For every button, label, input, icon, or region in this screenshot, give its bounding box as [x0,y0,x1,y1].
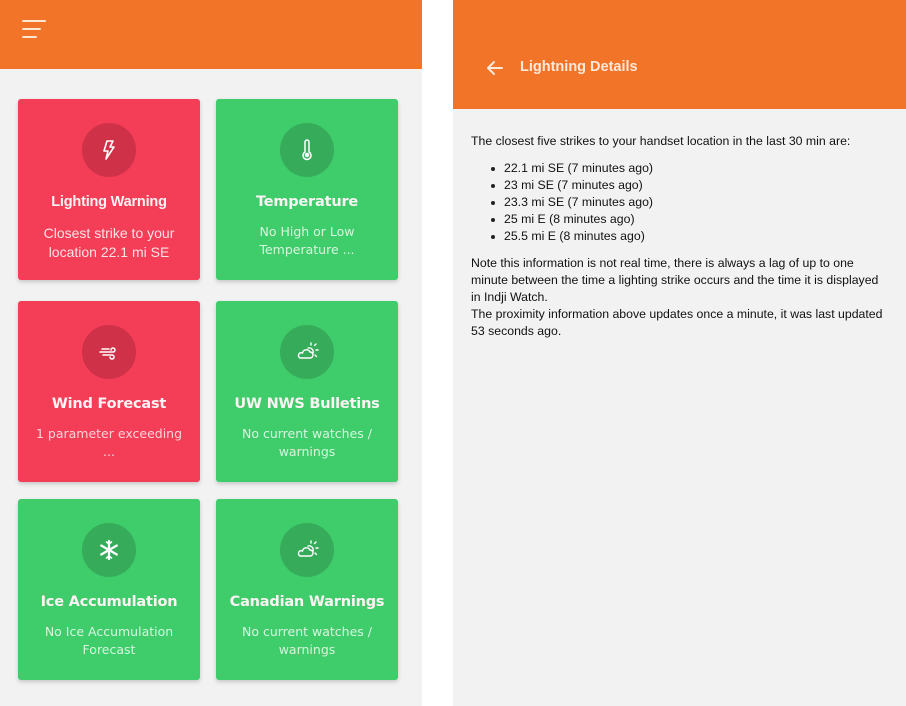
update-info: The proximity information above updates once a minute, it was last updated 53 seconds ago. [471,307,883,338]
card-uw-nws-bulletins[interactable] [216,301,398,482]
card-subtitle: No High or Low Temperature ... [259,224,355,257]
app-header [0,0,422,69]
card-subtitle: No Ice Accumulation Forecast [44,624,174,657]
page-title: Lightning Details [520,59,638,75]
card-title: Ice Accumulation [40,594,178,610]
lightning-details-screen [453,0,906,706]
strike-item: 25 mi E (8 minutes ago) [489,211,886,228]
hamburger-menu-icon[interactable] [22,19,48,39]
intro-text: The closest five strikes to your handset location in the last 30 min are: [471,134,851,148]
strike-item: 23.3 mi SE (7 minutes ago) [489,194,886,211]
card-canadian-warnings[interactable] [216,499,398,680]
strike-item: 25.5 mi E (8 minutes ago) [489,228,886,245]
thermometer-icon [280,123,334,177]
card-title: Temperature [255,194,359,210]
card-subtitle: No current watches / warnings [241,426,372,459]
card-wind-forecast[interactable] [18,301,200,482]
strike-list [471,160,886,245]
card-subtitle: No current watches / warnings [241,624,372,657]
card-subtitle: 1 parameter exceeding ... [35,426,183,459]
strike-item: 23 mi SE (7 minutes ago) [489,177,886,194]
back-arrow-icon[interactable] [485,58,505,78]
card-subtitle: Closest strike to your location 22.1 mi SE [43,225,175,260]
strike-item: 22.1 mi SE (7 minutes ago) [489,160,886,177]
card-ice-accumulation[interactable] [18,499,200,680]
wind-icon [82,325,136,379]
card-title: UW NWS Bulletins [234,396,380,412]
partly-cloudy-icon [280,523,334,577]
card-temperature[interactable] [216,99,398,280]
latency-note: Note this information is not real time, there is always a lag of up to one minute between the time a lighting strike occurs and the time it is displayed in Indji Watch. [471,256,879,304]
card-title: Lighting Warning [51,194,167,210]
card-lighting-warning[interactable] [18,99,200,280]
details-header [453,0,906,109]
card-title: Wind Forecast [51,396,167,412]
dashboard-screen [0,0,422,706]
snowflake-icon [82,523,136,577]
card-title: Canadian Warnings [229,594,385,610]
lightning-bolt-icon [82,123,136,177]
partly-cloudy-icon [280,325,334,379]
lightning-details-content [471,133,886,340]
